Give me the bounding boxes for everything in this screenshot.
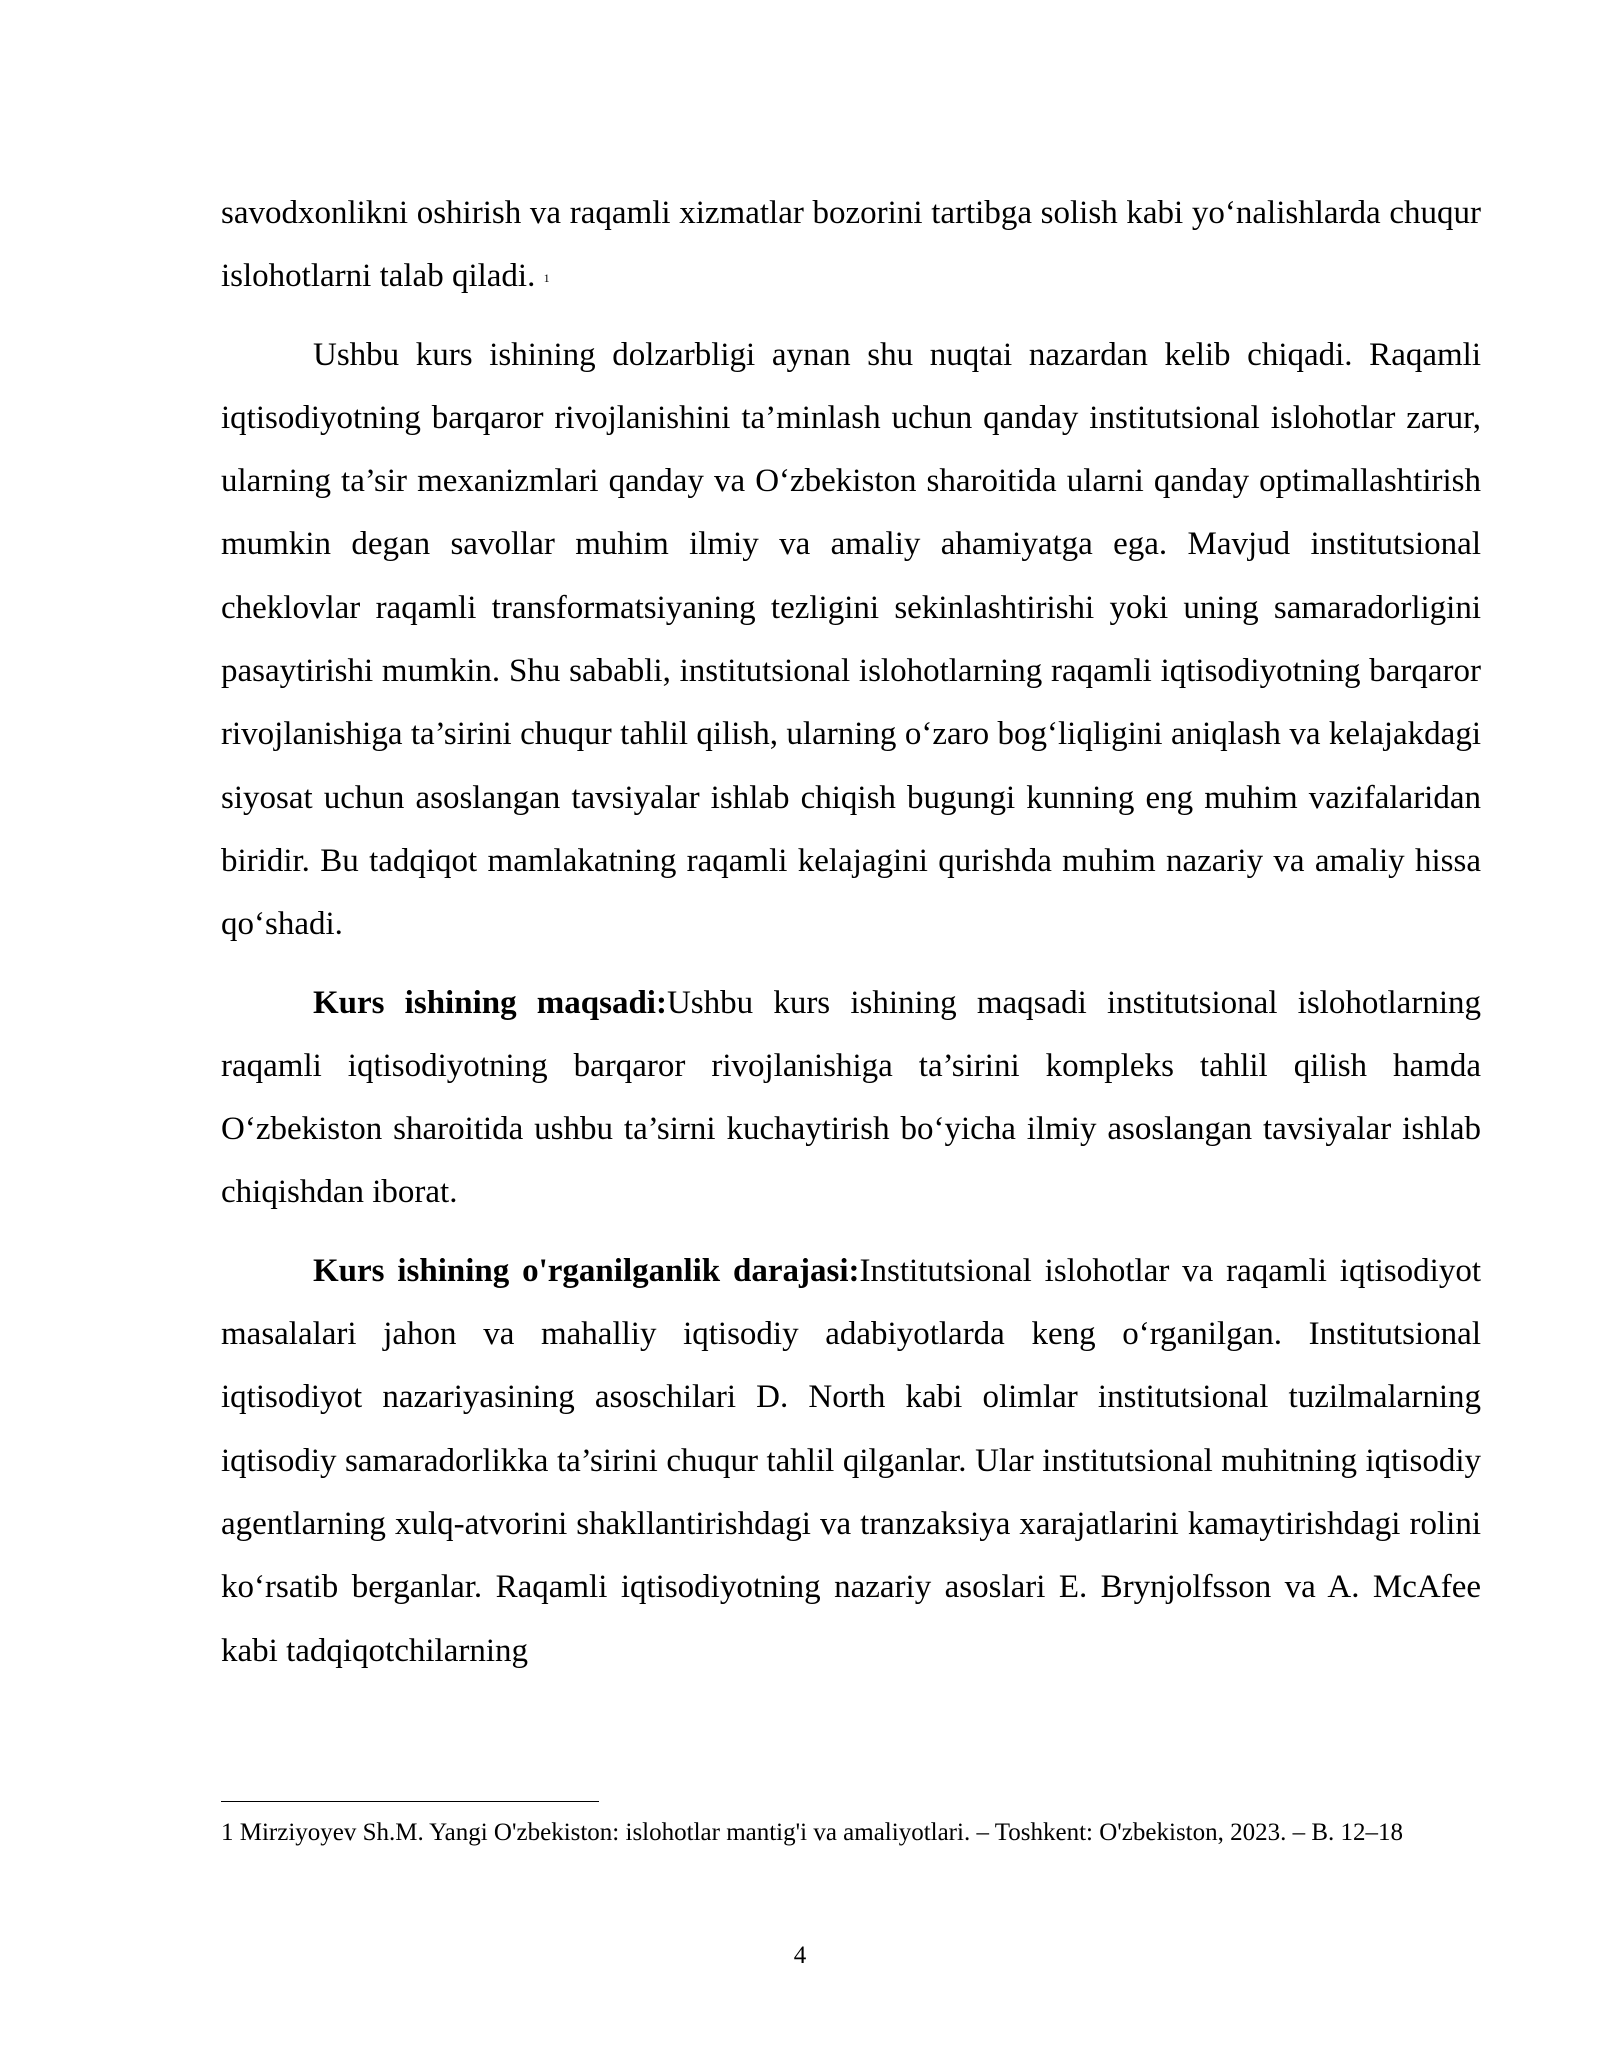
footnote-number: 1 (221, 1819, 234, 1846)
paragraph-goal (221, 972, 1481, 1225)
footnote (221, 1814, 1481, 1851)
paragraph-text: Institutsional islohotlar va raqamli iqtisodiyot masalalari jahon va mahalliy iqtisodiy adabiyotlarda keng o‘rganilgan. Institutsional iqtisodiyot nazariyasining asoschilari D. North kabi olimlar institutsional tuzilmalarning iqtisodiy samaradorlikka ta’sirini chuqur tahlil qilganlar. Ular institutsional muhitning iqtisodiy agentlarning xulq-atvorini shakllantirishdagi va tranzaksiya xarajatlarini kamaytirishdagi rolini ko‘rsatib berganlar. Raqamli iqtisodiyotning nazariy asoslari E. Brynjolfsson va A. McAfee kabi tadqiqotchilarning (221, 1252, 1481, 1669)
paragraph-label-study-level: Kurs ishining o'rganilganlik darajasi: (313, 1252, 860, 1289)
page-number: 4 (793, 1942, 807, 1969)
paragraph-text: Ushbu kurs ishining maqsadi institutsional islohotlarning raqamli iqtisodiyotning barqaror rivojlanishiga ta’sirini kompleks tahlil qilish hamda O‘zbekiston sharoitida ushbu ta’sirni kuchaytirish bo‘yicha ilmiy asoslangan tavsiyalar ishlab chiqishdan iborat. (221, 984, 1481, 1211)
footnote-separator (221, 1801, 599, 1802)
paragraph-continuation (221, 182, 1481, 309)
paragraph-study-level (221, 1240, 1481, 1683)
paragraph-relevance: Ushbu kurs ishining dolzarbligi aynan shu nuqtai nazardan kelib chiqadi. Raqamli iqtisodiyotning barqaror rivojlanishini ta’minlash uchun qanday institutsional islohotlar zarur, ularning ta’sir mexanizmlari qanday va O‘zbekiston sharoitida ularni qanday optimallashtirish mumkin degan savollar muhim ilmiy va amaliy ahamiyatga ega. Mavjud institutsional cheklovlar raqamli transformatsiyaning tezligini sekinlashtirishi yoki uning samaradorligini pasaytirishi mumkin. Shu sababli, institutsional islohotlarning raqamli iqtisodiyotning barqaror rivojlanishiga ta’sirini chuqur tahlil qilish, ularning o‘zaro bog‘liqligini aniqlash va kelajakdagi siyosat uchun asoslangan tavsiyalar ishlab chiqish bugungi kunning eng muhim vazifalaridan biridir. Bu tadqiqot mamlakatning raqamli kelajagini qurishda muhim nazariy va amaliy hissa qo‘shadi. (221, 336, 1481, 943)
body-text (221, 182, 1481, 1683)
paragraph-label-goal: Kurs ishining maqsadi: (313, 984, 667, 1021)
paragraph-text: savodxonlikni oshirish va raqamli xizmatlar bozorini tartibga solish kabi yo‘nalishlarda chuqur islohotlarni talab qiladi. (221, 195, 1481, 295)
footnote-reference[interactable]: 1 (543, 271, 550, 286)
footnote-text: Mirziyoyev Sh.M. Yangi O'zbekiston: islohotlar mantig'i va amaliyotlari. – Toshkent: O'zbekiston, 2023. – B. 12–18 (239, 1819, 1404, 1846)
